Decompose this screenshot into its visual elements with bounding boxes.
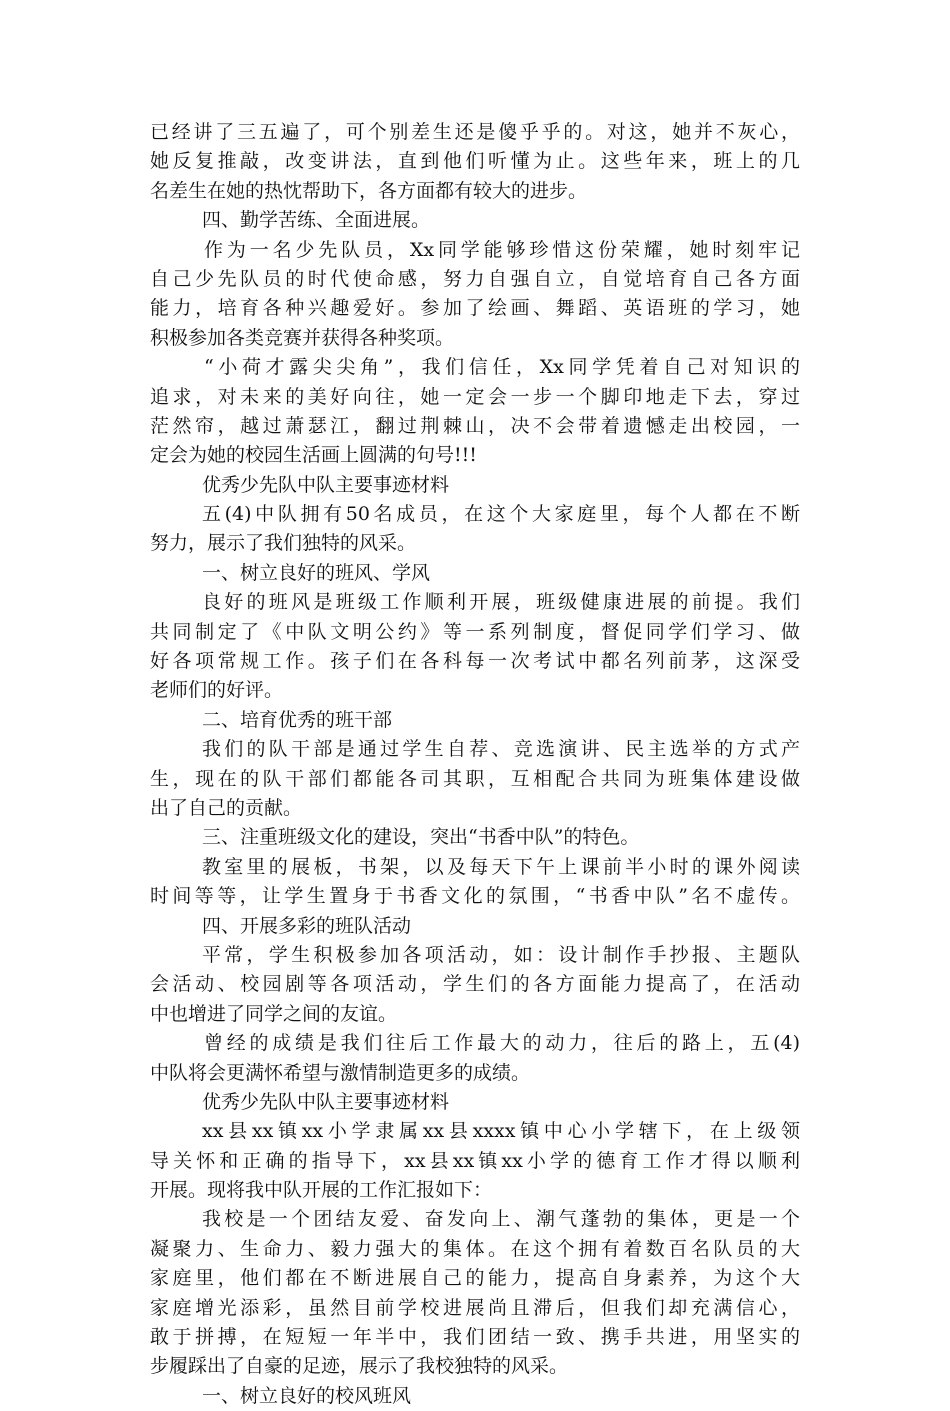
text-line: 中也增进了同学之间的友谊。 — [150, 1002, 398, 1025]
text-line: 教室里的展板，书架，以及每天下午上课前半小时的课外阅读 — [202, 855, 800, 878]
text-line: 一、树立良好的校风班风 — [202, 1384, 412, 1407]
text-line: 会活动、校园剧等各项活动，学生们的各方面能力提高了，在活动 — [150, 973, 800, 996]
text-line: 定会为她的校园生活画上圆满的句号!!! — [150, 444, 477, 467]
text-line: 自己少先队员的时代使命感，努力自强自立，自觉培育自己各方面 — [150, 267, 800, 290]
text-line: “小荷才露尖尖角”，我们信任，Xx同学凭着自己对知识的 — [204, 356, 800, 379]
text-line: 四、开展多彩的班队活动 — [202, 914, 412, 937]
text-line: 一、树立良好的班风、学风 — [202, 561, 431, 584]
text-line: 四、勤学苦练、全面进展。 — [202, 209, 431, 232]
text-line: 平常，学生积极参加各项活动，如：设计制作手抄报、主题队 — [202, 943, 800, 966]
text-line: 追求，对未来的美好向往，她一定会一步一个脚印地走下去，穿过 — [150, 385, 800, 408]
text-line: 时间等等，让学生置身于书香文化的氛围，“书香中队”名不虚传。 — [150, 885, 800, 908]
text-line: 她反复推敲，改变讲法，直到他们听懂为止。这些年来，班上的几 — [150, 150, 800, 173]
text-line: 老师们的好评。 — [150, 679, 284, 702]
text-line: 家庭里，他们都在不断进展自己的能力，提高自身素养，为这个大 — [150, 1267, 800, 1290]
text-line: 家庭增光添彩，虽然目前学校进展尚且滞后，但我们却充满信心， — [150, 1296, 800, 1319]
text-line: 共同制定了《中队文明公约》等一系列制度，督促同学们学习、做 — [150, 620, 800, 643]
text-line: 优秀少先队中队主要事迹材料 — [202, 1090, 450, 1113]
text-line: 已经讲了三五遍了，可个别差生还是傻乎乎的。对这，她并不灰心， — [150, 121, 800, 143]
text-line: 优秀少先队中队主要事迹材料 — [202, 473, 450, 496]
text-line: 步履踩出了自豪的足迹，展示了我校独特的风采。 — [150, 1355, 569, 1378]
text-line: xx县xx镇xx小学隶属xx县xxxx镇中心小学辖下，在上级领 — [202, 1120, 800, 1143]
text-line: 凝聚力、生命力、毅力强大的集体。在这个拥有着数百名队员的大 — [150, 1237, 800, 1260]
text-line: 名差生在她的热忱帮助下，各方面都有较大的进步。 — [150, 179, 588, 202]
text-line: 良好的班风是班级工作顺利开展，班级健康进展的前提。我们 — [202, 591, 800, 614]
text-line: 敢于拼搏，在短短一年半中，我们团结一致、携手共进，用坚实的 — [150, 1326, 800, 1349]
text-line: 导关怀和正确的指导下，xx县xx镇xx小学的德育工作才得以顺利 — [150, 1149, 800, 1172]
text-line: 曾经的成绩是我们往后工作最大的动力，往后的路上，五(4) — [204, 1032, 800, 1055]
text-line: 中队将会更满怀希望与激情制造更多的成绩。 — [150, 1061, 531, 1084]
text-line: 五(4)中队拥有50名成员，在这个大家庭里，每个人都在不断 — [202, 503, 800, 526]
text-line: 作为一名少先队员，Xx同学能够珍惜这份荣耀，她时刻牢记 — [204, 238, 800, 261]
text-line: 好各项常规工作。孩子们在各科每一次考试中都名列前茅，这深受 — [150, 650, 800, 673]
text-line: 开展。现将我中队开展的工作汇报如下： — [150, 1179, 493, 1202]
text-line: 茫然帘，越过萧瑟江，翻过荆棘山，决不会带着遗憾走出校园，一 — [150, 414, 800, 437]
text-line: 二、培育优秀的班干部 — [202, 708, 393, 731]
text-line: 我校是一个团结友爱、奋发向上、潮气蓬勃的集体，更是一个 — [202, 1208, 800, 1231]
text-line: 我们的队干部是通过学生自荐、竞选演讲、民主选举的方式产 — [202, 738, 800, 761]
text-line: 出了自己的贡献。 — [150, 796, 303, 819]
text-line: 能力，培育各种兴趣爱好。参加了绘画、舞蹈、英语班的学习，她 — [150, 297, 800, 320]
text-line: 积极参加各类竞赛并获得各种奖项。 — [150, 326, 455, 349]
text-line: 三、注重班级文化的建设，突出“书香中队”的特色。 — [202, 826, 640, 849]
text-line: 努力，展示了我们独特的风采。 — [150, 532, 417, 555]
text-line: 生，现在的队干部们都能各司其职，互相配合共同为班集体建设做 — [150, 767, 800, 790]
document-body — [150, 118, 800, 1411]
